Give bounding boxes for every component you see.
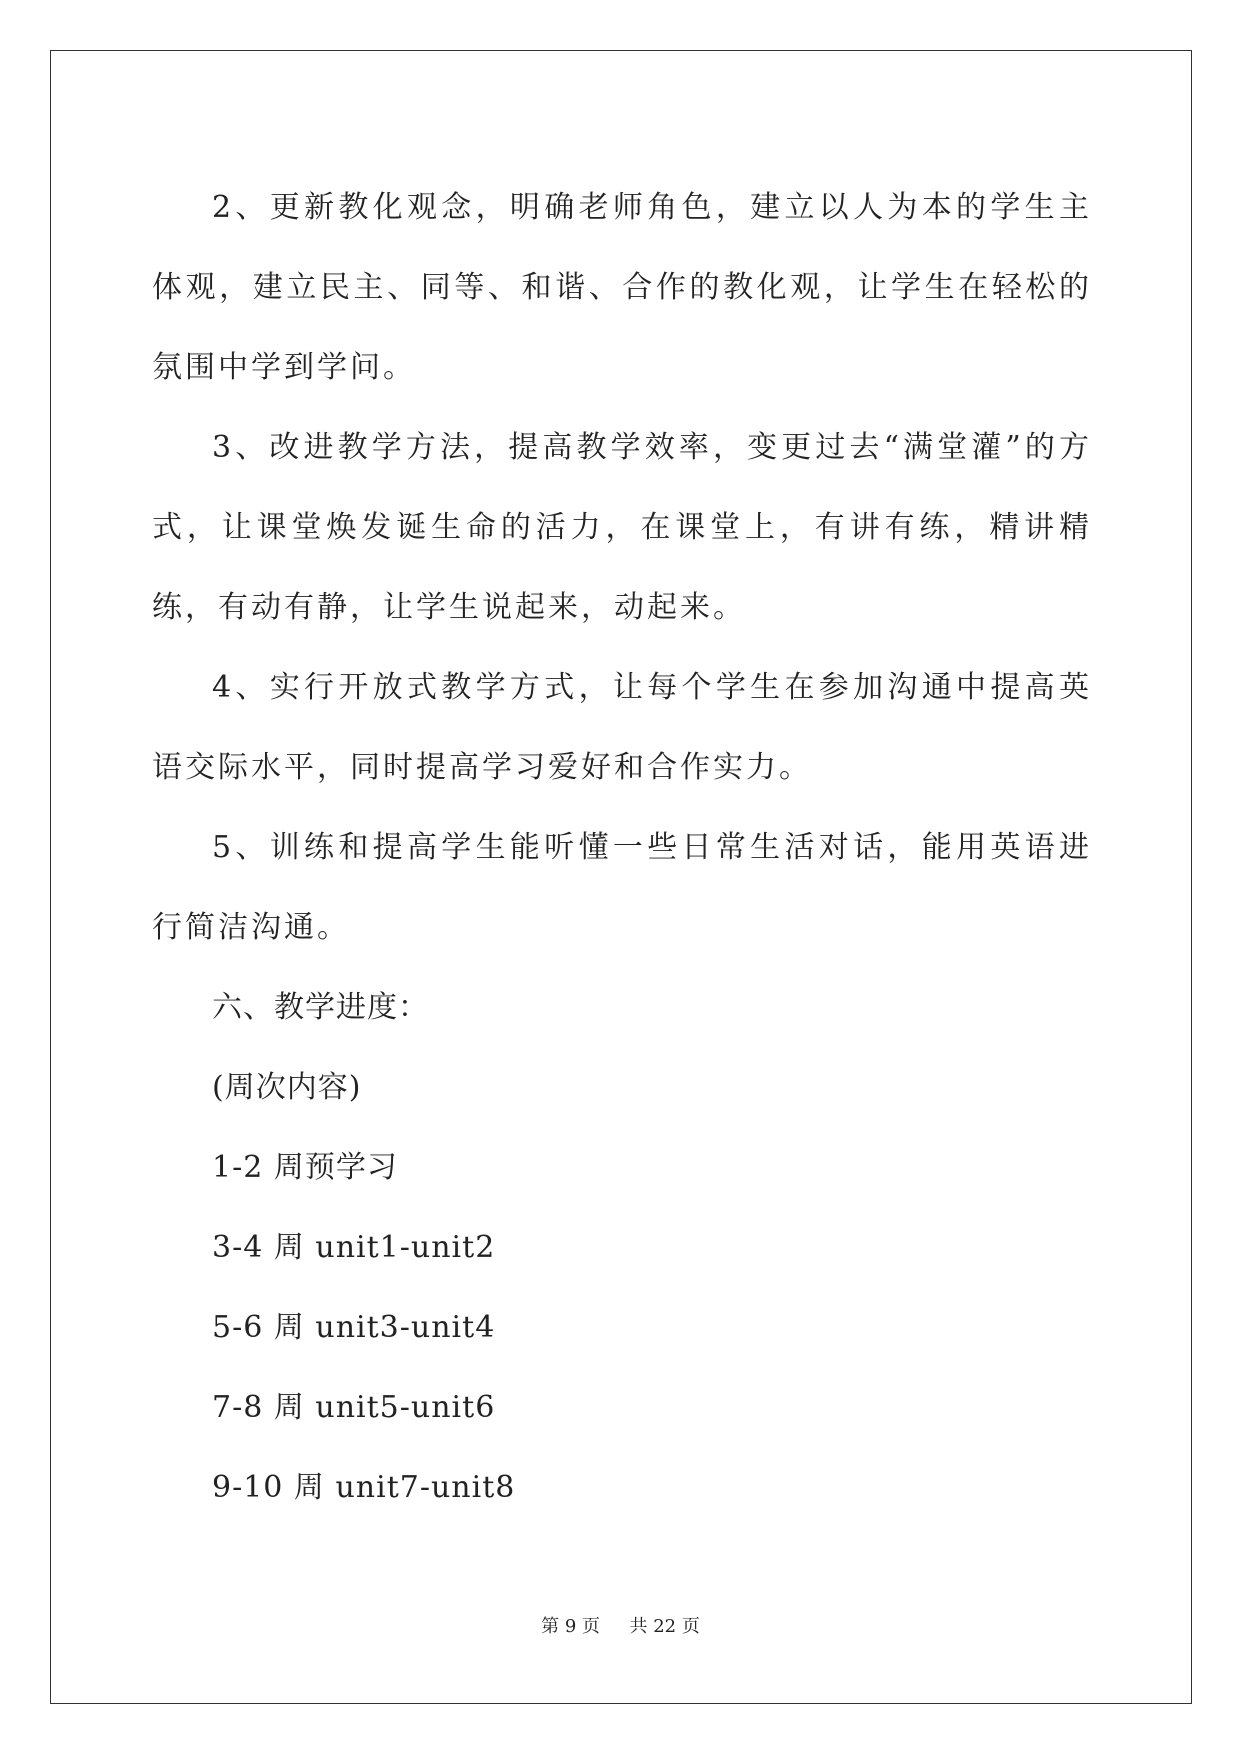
document-body xyxy=(152,168,1092,1528)
paragraph-item-5: 5、训练和提高学生能听懂一些日常生活对话，能用英语进行简洁沟通。 xyxy=(152,830,1092,945)
schedule-row: 5-6 周 unit3-unit4 xyxy=(212,1310,496,1345)
paragraph-item-2: 2、更新教化观念，明确老师角色，建立以人为本的学生主体观，建立民主、同等、和谐、合作的教化观，让学生在轻松的氛围中学到学问。 xyxy=(152,190,1092,385)
schedule-header: (周次内容) xyxy=(212,1070,362,1105)
page-number: 第 9 页 xyxy=(541,1616,601,1637)
schedule-row: 9-10 周 unit7-unit8 xyxy=(212,1470,516,1505)
page-total: 共 22 页 xyxy=(629,1616,700,1637)
schedule-row: 7-8 周 unit5-unit6 xyxy=(212,1390,496,1425)
section-heading: 六、教学进度： xyxy=(212,990,429,1025)
paragraph-item-4: 4、实行开放式教学方式，让每个学生在参加沟通中提高英语交际水平，同时提高学习爱好和合作实力。 xyxy=(152,670,1092,785)
schedule-row: 1-2 周预学习 xyxy=(212,1150,398,1185)
page-footer xyxy=(0,1612,1241,1638)
paragraph-item-3: 3、改进教学方法，提高教学效率，变更过去“满堂灌”的方式，让课堂焕发诞生命的活力，在课堂上，有讲有练，精讲精练，有动有静，让学生说起来，动起来。 xyxy=(152,430,1092,625)
schedule-row: 3-4 周 unit1-unit2 xyxy=(212,1230,496,1265)
